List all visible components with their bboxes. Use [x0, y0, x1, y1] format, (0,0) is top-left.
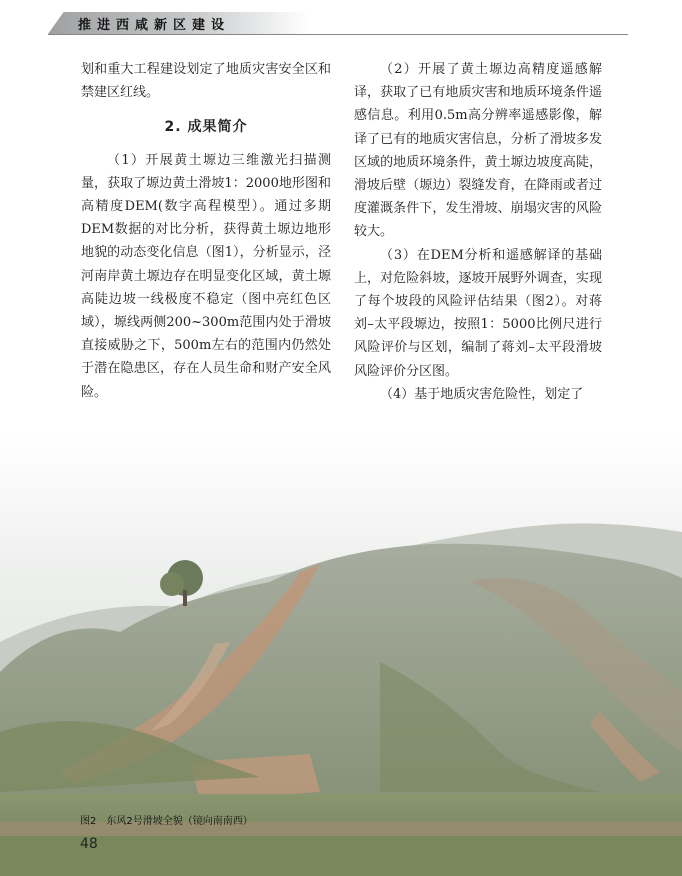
landslide-photo	[0, 432, 682, 876]
section-heading: 2. 成果简介	[164, 119, 248, 136]
header-rule	[48, 34, 628, 35]
right-column	[354, 58, 602, 406]
page-number: 48	[80, 836, 98, 852]
left-paragraph-1: （1）开展黄土塬边三维激光扫描测量，获取了塬边黄土滑坡1：2000地形图和高精度DEM(数字高程模型）。通过多期DEM数据的对比分析，获得黄土塬边地形地貌的动态变化信息（图1），分析显示，泾河南岸黄土塬边存在明显变化区域，黄土塬高陡边坡一线极度不稳定（图中亮红色区域），塬线两侧200~300m范围内处于滑坡直接威胁之下，500m左右的范围内仍然处于潜在隐患区，存在人员生命和财产安全风险。	[81, 152, 331, 400]
right-paragraph-3: （3）在DEM分析和遥感解译的基础上，对危险斜坡，逐坡开展野外调查，实现了每个坡段的风险评估结果（图2）。对蒋刘–太平段塬边，按照1：5000比例尺进行风险评价与区划，编制了蒋刘–太平段滑坡风险评价分区图。	[354, 247, 602, 379]
running-header-title: 推进西咸新区建设	[78, 18, 231, 33]
left-paragraph-continued: 划和重大工程建设划定了地质灾害安全区和禁建区红线。	[81, 62, 331, 101]
running-header	[0, 0, 682, 44]
left-column	[81, 58, 331, 404]
figure-caption: 图2 东风2号滑坡全貌（镜向南南西）	[80, 816, 253, 827]
right-paragraph-2: （2）开展了黄土塬边高精度遥感解译，获取了已有地质灾害和地质环境条件遥感信息。利用0.5m高分辨率遥感影像，解译了已有的地质灾害信息，分析了滑坡多发区域的地质环境条件，黄土塬边坡度高陡，滑坡后壁（塬边）裂缝发育，在降雨或者过度灌溉条件下，发生滑坡、崩塌灾害的风险较大。	[354, 62, 602, 240]
right-paragraph-4: （4）基于地质灾害危险性，划定了	[380, 386, 584, 402]
